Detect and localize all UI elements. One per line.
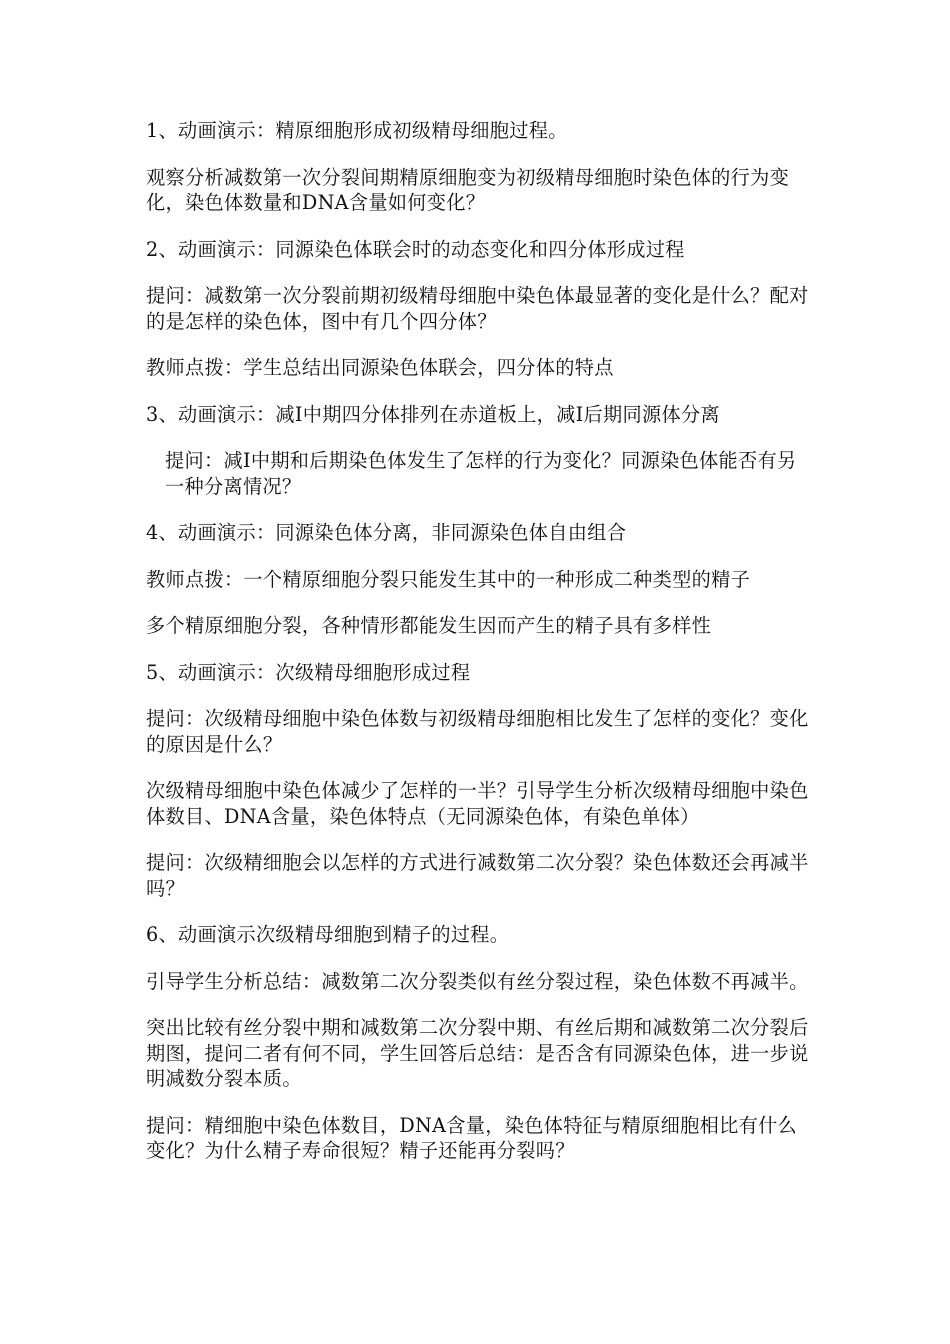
paragraph-step-6: 6、动画演示次级精母细胞到精子的过程。 bbox=[146, 923, 510, 946]
paragraph-step-3: 3、动画演示：减Ⅰ中期四分体排列在赤道板上，减Ⅰ后期同源体分离 bbox=[146, 402, 720, 426]
paragraph-question-second-division: 提问：次级精细胞会以怎样的方式进行减数第二次分裂？染色体数还会再减半吗？ bbox=[146, 851, 809, 900]
paragraph-secondary-analysis: 次级精母细胞中染色体减少了怎样的一半？引导学生分析次级精母细胞中染色体数目、DNA含量，染色体特点（无同源染色体，有染色单体） bbox=[146, 779, 809, 828]
paragraph-comparison: 突出比较有丝分裂中期和减数第二次分裂中期、有丝后期和减数第二次分裂后期图，提问二者有何不同，学生回答后总结：是否含有同源染色体，进一步说明减数分裂本质。 bbox=[146, 1016, 809, 1090]
paragraph-question-secondary: 提问：次级精母细胞中染色体数与初级精母细胞相比发生了怎样的变化？变化的原因是什么？ bbox=[146, 707, 809, 756]
paragraph-question-sperm: 提问：精细胞中染色体数目，DNA含量，染色体特征与精原细胞相比有什么变化？为什么精子寿命很短？精子还能再分裂吗？ bbox=[146, 1113, 798, 1162]
paragraph-step-2: 2、动画演示：同源染色体联会时的动态变化和四分体形成过程 bbox=[146, 237, 685, 261]
document-body bbox=[146, 118, 814, 1185]
paragraph-teacher-note-1: 教师点拨：学生总结出同源染色体联会，四分体的特点 bbox=[146, 356, 614, 379]
paragraph-step-5: 5、动画演示：次级精母细胞形成过程 bbox=[146, 660, 471, 684]
paragraph-observe-analysis: 观察分析减数第一次分裂间期精原细胞变为初级精母细胞时染色体的行为变化，染色体数量和DNA含量如何变化？ bbox=[146, 165, 790, 214]
paragraph-multiple-cells: 多个精原细胞分裂，各种情形都能发生因而产生的精子具有多样性 bbox=[146, 614, 712, 637]
paragraph-question-prophase: 提问：减数第一次分裂前期初级精母细胞中染色体最显著的变化是什么？配对的是怎样的染色体，图中有几个四分体？ bbox=[146, 284, 809, 333]
paragraph-guide-summary: 引导学生分析总结：减数第二次分裂类似有丝分裂过程，染色体数不再减半。 bbox=[146, 969, 809, 993]
paragraph-step-1: 1、动画演示：精原细胞形成初级精母细胞过程。 bbox=[146, 119, 568, 142]
paragraph-step-4: 4、动画演示：同源染色体分离，非同源染色体自由组合 bbox=[146, 521, 627, 544]
paragraph-teacher-note-2: 教师点拨：一个精原细胞分裂只能发生其中的一种形成二种类型的精子 bbox=[146, 567, 751, 591]
paragraph-question-metaphase: 提问：减Ⅰ中期和后期染色体发生了怎样的行为变化？同源染色体能否有另一种分离情况？ bbox=[165, 449, 797, 498]
